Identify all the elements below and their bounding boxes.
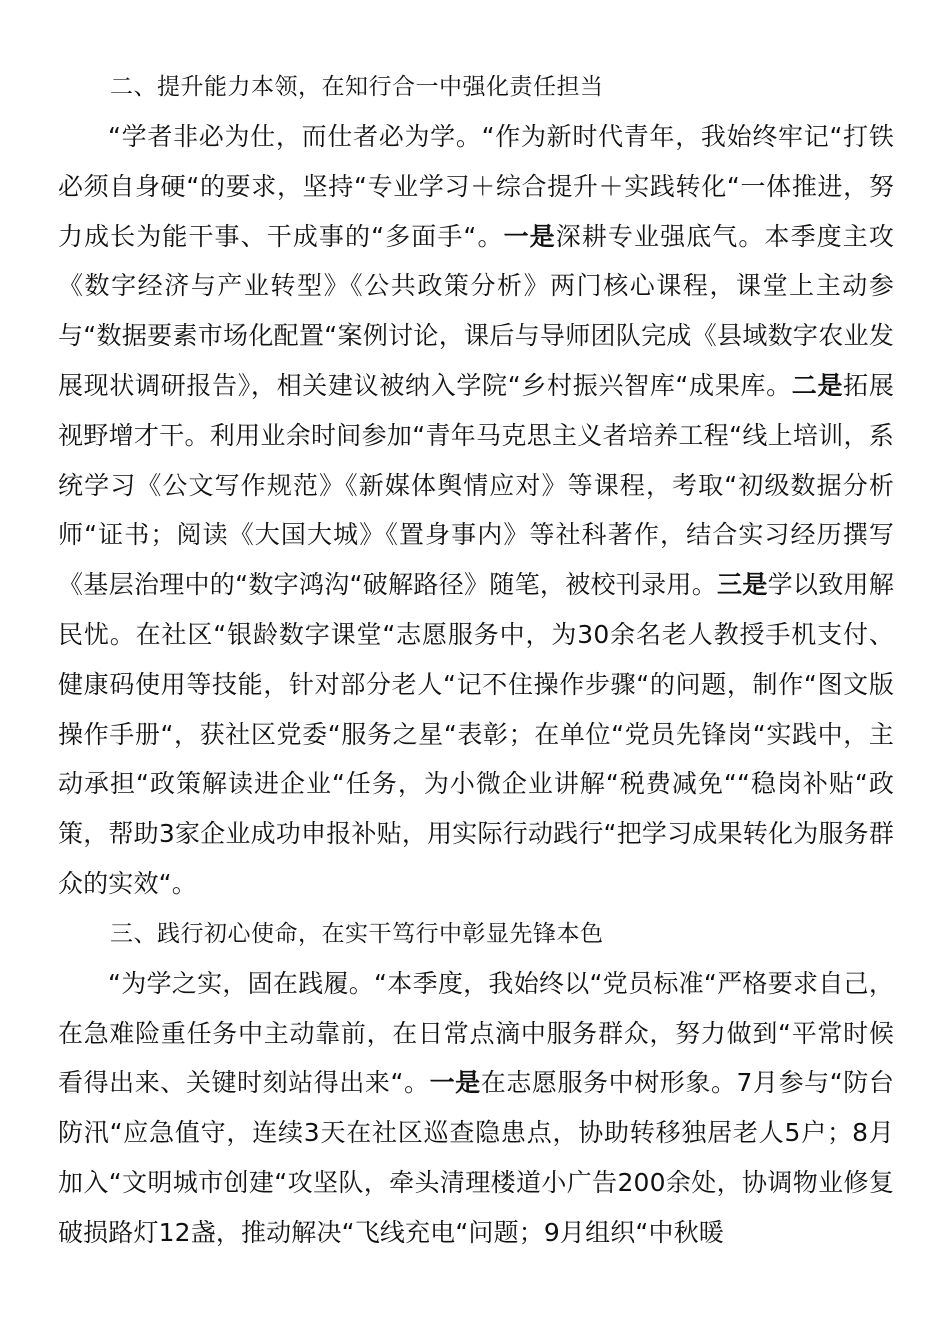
text-run: 学以致用解民忧。在社区“银龄数字课堂“志愿服务中，为30余名老人教授手机支付、健康码使用等技能，针对部分老人“记不住操作步骤“的问题，制作“图文版操作手册“，获社区党委“服务之星“表彰；在单位“党员先锋岗“实践中，主动承担“政策解读进企业“任务，为小微企业讲解“税费减免““稳岗补贴“政策，帮助3家企业成功申报补贴，用实际行动践行“把学习成果转化为服务群众的实效“。 — [58, 570, 894, 898]
section-heading-3: 三、践行初心使命，在实干笃行中彰显先锋本色 — [110, 920, 604, 947]
section-heading-2: 二、提升能力本领，在知行合一中强化责任担当 — [110, 74, 604, 100]
text-run: 拓展视野增才干。利用业余时间参加“青年马克思主义者培养工程“线上培训，系统学习《公文写作规范》《新媒体舆情应对》等课程，考取“初级数据分析师“证书；阅读《大国大城》《置身事内》等社科著作，结合实习经历撰写《基层治理中的“数字鸿沟“破解路径》随笔，被校刊录用。 — [58, 370, 894, 600]
text-run: “为学之实，固在践履。“本季度，我始终以“党员标准“严格要求自己，在急难险重任务中主动靠前，在日常点滴中服务群众，努力做到“平常时候看得出来、关键时刻站得出来“。 — [58, 968, 894, 1098]
text-run: “学者非必为仕，而仕者必为学。“作为新时代青年，我始终牢记“打铁必须自身硬“的要求，坚持“专业学习＋综合提升＋实践转化“一体推进，努力成长为能干事、干成事的“多面手“。 — [58, 122, 894, 251]
bold-marker-first: 一是 — [429, 1068, 481, 1098]
text-run: 深耕专业强底气。本季度主攻《数字经济与产业转型》《公共政策分析》两门核心课程，课堂上主动参与“数据要素市场化配置“案例讨论，课后与导师团队完成《县域数字农业发展现状调研报告》，相关建议被纳入学院“乡村振兴智库“成果库。 — [58, 221, 894, 400]
section-3-paragraph — [58, 959, 894, 1258]
bold-marker-second: 二是 — [791, 370, 844, 400]
section-2-paragraph — [58, 112, 894, 909]
bold-marker-first: 一是 — [503, 221, 556, 251]
text-run: 在志愿服务中树形象。7月参与“防台防汛“应急值守，连续3天在社区巡查隐患点，协助转移独居老人5户；8月加入“文明城市创建“攻坚队，牵头清理楼道小广告200余处，协调物业修复破损路灯12盏，推动解决“飞线充电“问题；9月组织“中秋暖 — [58, 1068, 894, 1247]
bold-marker-third: 三是 — [717, 570, 768, 600]
document-body — [58, 62, 894, 1258]
